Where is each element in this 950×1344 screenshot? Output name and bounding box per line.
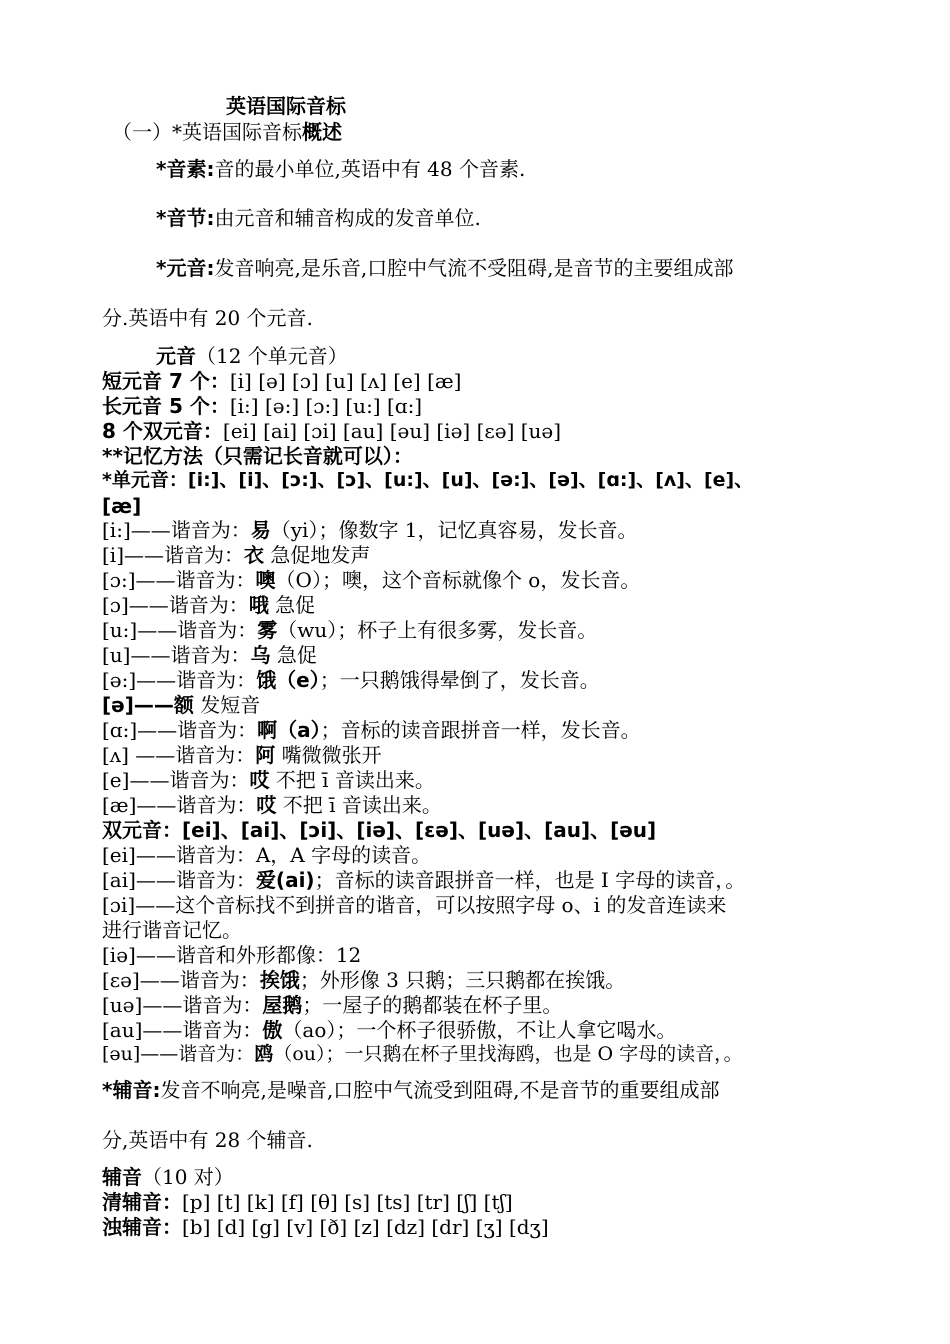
mnemonic-symbol: [æ]——谐音为： xyxy=(102,793,257,817)
diphthong-char: 傲 xyxy=(262,1018,283,1042)
diphthong-symbol: [əu]——谐音为： xyxy=(102,1043,255,1065)
mnemonic-symbol: [ɔ:]——谐音为： xyxy=(102,568,256,592)
voiceless-consonants-row xyxy=(102,1192,513,1212)
mnemonic-item xyxy=(102,745,382,765)
monophthong-list-continued: [æ] xyxy=(102,494,142,518)
memory-method-heading: **记忆方法（只需记长音就可以）： xyxy=(102,444,413,468)
definition-vowel-continued: 分.英语中有 20 个元音. xyxy=(102,306,313,330)
mnemonic-char: 哎 xyxy=(256,793,277,817)
section-heading xyxy=(112,122,342,142)
mnemonic-item xyxy=(102,720,641,740)
diphthong-item: [ei]——谐音为：A，A 字母的读音。 xyxy=(102,843,432,867)
mnemonic-char: 噢 xyxy=(255,568,276,592)
diphthong-symbol: [ai]——谐音为： xyxy=(102,868,256,892)
mnemonic-symbol: [ɑ:]——谐音为： xyxy=(102,718,258,742)
mnemonic-char: 乌 xyxy=(250,643,271,667)
diphthong-item xyxy=(102,995,562,1015)
definition-text: 由元音和辅音构成的发音单位. xyxy=(214,206,481,230)
mnemonic-item xyxy=(102,570,640,590)
diphthong-item xyxy=(102,1045,743,1064)
vowel-heading-bold: 元音 xyxy=(156,344,196,368)
definition-term: *音素: xyxy=(156,157,215,181)
definition-term: *元音: xyxy=(156,256,215,280)
diphthongs-label: 8 个双元音： xyxy=(102,419,223,443)
consonant-heading xyxy=(102,1167,234,1187)
mnemonic-char: 啊（a） xyxy=(257,718,321,742)
diphthong-item-continued: 进行谐音记忆。 xyxy=(102,918,242,942)
consonant-heading-rest: （10 对） xyxy=(142,1165,234,1189)
mnemonic-note: 急促 xyxy=(268,593,316,617)
section-heading-bold: 概述 xyxy=(302,120,342,144)
mnemonic-item xyxy=(102,695,260,715)
diphthong-note: ；外形像 3 只鹅；三只鹅都在挨饿。 xyxy=(299,968,626,992)
mnemonic-symbol: [u]——谐音为： xyxy=(102,643,251,667)
mnemonic-note: 嘴微微张开 xyxy=(275,743,382,767)
diphthong-item: [iə]——谐音和外形都像：12 xyxy=(102,943,362,967)
mnemonic-note: ；音标的读音跟拼音一样，发长音。 xyxy=(320,718,641,742)
mnemonic-item xyxy=(102,520,638,540)
mnemonic-symbol: [u:]——谐音为： xyxy=(102,618,258,642)
mnemonic-note: 急促地发声 xyxy=(264,543,371,567)
long-vowels-label: 长元音 5 个： xyxy=(102,394,230,418)
voiced-label: 浊辅音： xyxy=(102,1215,182,1239)
mnemonic-item xyxy=(102,670,600,690)
definition-term: *音节: xyxy=(156,206,215,230)
mnemonic-item xyxy=(102,620,597,640)
diphthong-note: （ao）；一个杯子很骄傲，不让人拿它喝水。 xyxy=(282,1018,677,1042)
mnemonic-char: 哎 xyxy=(249,768,270,792)
short-vowels-label: 短元音 7 个： xyxy=(102,369,230,393)
diphthong-char: 爱(ai) xyxy=(255,868,315,892)
short-vowels-row xyxy=(102,371,461,391)
mnemonic-symbol: [ə]—— xyxy=(102,693,174,717)
long-vowels-row xyxy=(102,396,422,416)
voiced-consonants-row xyxy=(102,1217,549,1237)
mnemonic-item xyxy=(102,770,435,790)
monophthong-list: *单元音：[i:]、[i]、[ɔ:]、[ɔ]、[u:]、[u]、[ə:]、[ə]、[ɑ:]、[ʌ]、[e]、 xyxy=(102,469,754,491)
mnemonic-item xyxy=(102,645,317,665)
mnemonic-note: 不把 ī 音读出来。 xyxy=(269,768,435,792)
diphthong-item: [ɔi]——这个音标找不到拼音的谐音，可以按照字母 o、i 的发音连读来 xyxy=(102,893,727,917)
definition-consonant-continued: 分,英语中有 28 个辅音. xyxy=(102,1128,313,1152)
section-prefix: （一）*英语国际音标 xyxy=(112,120,302,144)
mnemonic-item xyxy=(102,595,315,615)
diphthong-item xyxy=(102,1020,676,1040)
diphthong-note: （ou）；一只鹅在杯子里找海鸥，也是 O 字母的读音，。 xyxy=(273,1043,743,1065)
long-vowels-list: [i:] [ə:] [ɔ:] [u:] [ɑ:] xyxy=(229,394,423,418)
mnemonic-char: 阿 xyxy=(255,743,276,767)
diphthong-heading: 双元音：[ei]、[ai]、[ɔi]、[iə]、[ɛə]、[uə]、[au]、[əu] xyxy=(102,818,657,842)
mnemonic-char: 额 xyxy=(173,693,194,717)
consonant-heading-bold: 辅音 xyxy=(102,1165,142,1189)
diphthong-symbol: [au]——谐音为： xyxy=(102,1018,263,1042)
voiced-list: [b] [d] [g] [v] [ð] [z] [dz] [dr] [ʒ] [dʒ] xyxy=(182,1215,549,1239)
mnemonic-note: ；一只鹅饿得晕倒了，发长音。 xyxy=(319,668,600,692)
mnemonic-symbol: [i:]——谐音为： xyxy=(102,518,251,542)
definition-vowel xyxy=(156,258,734,278)
definition-text: 发音不响亮,是噪音,口腔中气流受到阻碍,不是音节的重要组成部 xyxy=(160,1078,720,1102)
vowel-heading-rest: （12 个单元音） xyxy=(196,344,348,368)
diphthong-note: ；一屋子的鹅都装在杯子里。 xyxy=(302,993,563,1017)
mnemonic-char: 衣 xyxy=(244,543,265,567)
mnemonic-note: （yi）；像数字 1，记忆真容易，发长音。 xyxy=(270,518,638,542)
voiceless-list: [p] [t] [k] [f] [θ] [s] [ts] [tr] [ʃ] [tʃ] xyxy=(182,1190,513,1214)
mnemonic-char: 哦 xyxy=(248,593,269,617)
definition-text: 音的最小单位,英语中有 48 个音素. xyxy=(214,157,526,181)
mnemonic-char: 饿（e） xyxy=(256,668,320,692)
definition-phoneme xyxy=(156,159,525,179)
definition-text: 发音响亮,是乐音,口腔中气流不受阻碍,是音节的主要组成部 xyxy=(214,256,734,280)
definition-syllable xyxy=(156,208,481,228)
vowel-heading xyxy=(156,346,348,366)
diphthong-item xyxy=(102,970,625,990)
mnemonic-symbol: [ʌ] ——谐音为： xyxy=(102,743,256,767)
mnemonic-symbol: [i]——谐音为： xyxy=(102,543,245,567)
mnemonic-note: 不把 ī 音读出来。 xyxy=(276,793,442,817)
mnemonic-note: （O）；噢，这个音标就像个 o，发长音。 xyxy=(275,568,641,592)
diphthong-char: 屋鹅 xyxy=(262,993,303,1017)
mnemonic-note: 发短音 xyxy=(193,693,261,717)
mnemonic-char: 易 xyxy=(250,518,271,542)
diphthong-char: 鸥 xyxy=(254,1043,274,1065)
diphthong-symbol: [uə]——谐音为： xyxy=(102,993,263,1017)
definition-term: *辅音: xyxy=(102,1078,161,1102)
mnemonic-item xyxy=(102,545,370,565)
diphthong-char: 挨饿 xyxy=(259,968,300,992)
diphthong-item xyxy=(102,870,745,890)
diphthongs-row xyxy=(102,421,561,441)
mnemonic-item xyxy=(102,795,442,815)
voiceless-label: 清辅音： xyxy=(102,1190,182,1214)
mnemonic-note: 急促 xyxy=(270,643,317,667)
mnemonic-symbol: [ɔ]——谐音为： xyxy=(102,593,249,617)
diphthong-symbol: [ɛə]——谐音为： xyxy=(102,968,260,992)
mnemonic-char: 雾 xyxy=(257,618,278,642)
page-title: 英语国际音标 xyxy=(226,94,346,118)
mnemonic-symbol: [e]——谐音为： xyxy=(102,768,250,792)
mnemonic-symbol: [ə:]——谐音为： xyxy=(102,668,257,692)
definition-consonant xyxy=(102,1080,720,1100)
diphthongs-list: [ei] [ai] [ɔi] [au] [əu] [iə] [ɛə] [uə] xyxy=(222,419,562,443)
short-vowels-list: [i] [ə] [ɔ] [u] [ʌ] [e] [æ] xyxy=(229,369,462,393)
diphthong-note: ；音标的读音跟拼音一样，也是 I 字母的读音，。 xyxy=(314,868,746,892)
mnemonic-note: （wu）；杯子上有很多雾，发长音。 xyxy=(277,618,598,642)
